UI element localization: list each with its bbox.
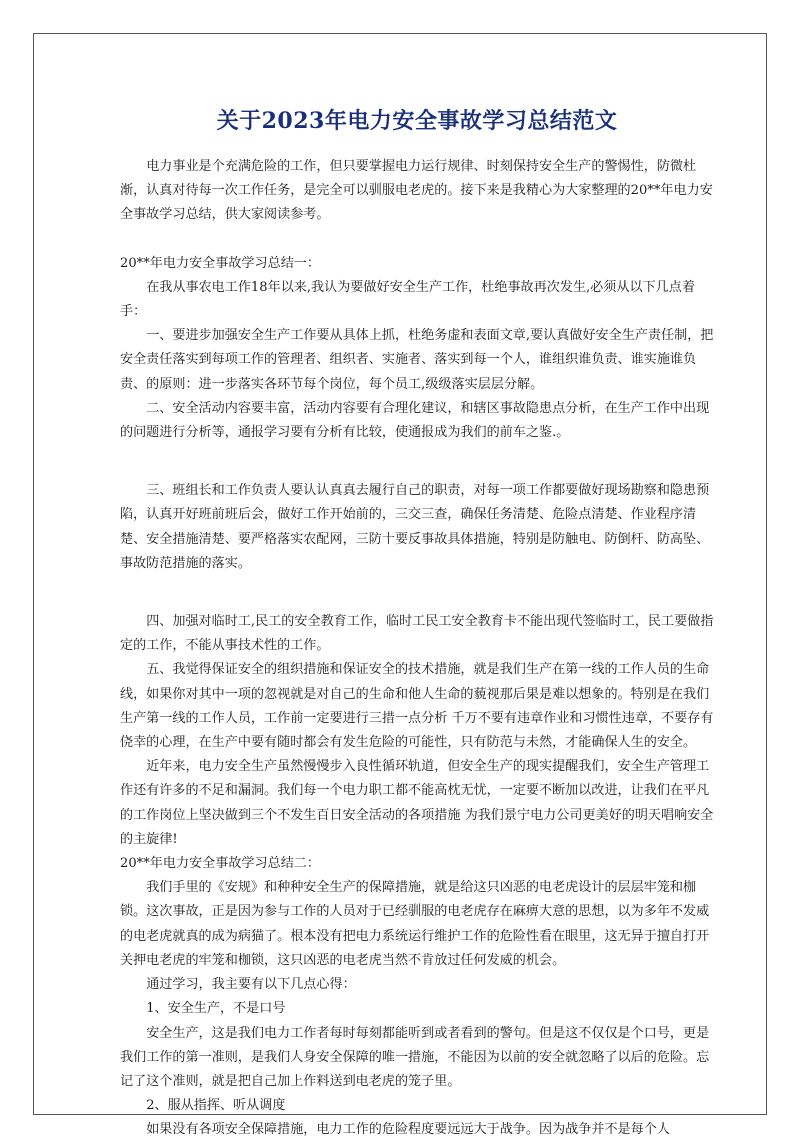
section-2-heading: 20**年电力安全事故学习总结二：: [120, 856, 320, 872]
intro-paragraph: 电力事业是个充满危险的工作，但只要掌握电力运行规律、时刻保持安全生产的警惕性，防微杜渐，认真对待每一次工作任务，是完全可以驯服电老虎的。接下来是我精心为大家整理的20**年电力安全事故学习总结，供大家阅读参考。: [120, 159, 713, 223]
blank-line: [120, 228, 714, 252]
document-page: [33, 33, 767, 1138]
document-body: [120, 155, 714, 1143]
paragraph: 五、我觉得保证安全的组织措施和保证安全的技术措施，就是我们生产在第一线的工作人员的生命线，如果你对其中一项的忽视就是对自己的生命和他人生命的藐视那后果是难以想象的。特别是在我们生产第一线的工作人员，工作前一定要进行三措一点分析 千万不要有违章作业和习惯性违章，不要存有侥幸的心理，在生产中要有随时都会有发生危险的可能性，只有防范与未然，才能确保人生的安全。: [120, 662, 714, 751]
paragraph: 安全生产，这是我们电力工作者每时每刻都能听到或者看到的警句。但是这不仅仅是个口号，更是我们工作的第一准则，是我们人身安全保障的唯一措施，不能因为以前的安全就忽略了以后的危险。忘记了这个准则，就是把自己加上作料送到电老虎的笼子里。: [120, 1025, 710, 1089]
paragraph: 在我从事农电工作18年以来,我认为要做好安全生产工作，杜绝事故再次发生,必须从以下几点着手：: [120, 279, 695, 320]
section-1-heading: 20**年电力安全事故学习总结一：: [120, 255, 320, 271]
document-title: 关于2023年电力安全事故学习总结范文: [216, 108, 618, 134]
paragraph: 四、加强对临时工,民工的安全教育工作，临时工民工安全教育卡不能出现代签临时工，民工要做指定的工作，不能从事技术性的工作。: [120, 614, 714, 654]
document-content: [120, 104, 714, 1143]
paragraph: 2、服从指挥、听从调度: [146, 1098, 286, 1114]
paragraph: 1、安全生产，不是口号: [146, 1001, 286, 1017]
paragraph: 我们手里的《安规》和种种安全生产的保障措施，就是给这只凶恶的电老虎设计的层层牢笼和枷锁。这次事故，正是因为参与工作的人员对于已经驯服的电老虎存在麻痹大意的思想，以为多年不发威的电老虎就真的成为病猫了。根本没有把电力系统运行维护工作的危险性看在眼里，这无异于擅自打开关押电老虎的牢笼和枷锁，这只凶恶的电老虎当然不肯放过任何发威的机会。: [120, 880, 710, 968]
paragraph: 二、安全活动内容要丰富，活动内容要有合理化建议，和辖区事故隐患点分析，在生产工作中出现的问题进行分析等，通报学习要有分析有比较，使通报成为我们的前车之鉴.。: [120, 400, 710, 441]
blank-line: [120, 576, 714, 610]
blank-line: [120, 445, 714, 479]
paragraph: 通过学习，我主要有以下几点心得：: [146, 977, 356, 993]
paragraph: 一、要进步加强安全生产工作要从具体上抓，杜绝务虚和表面文章,要认真做好安全生产责任制，把安全责任落实到每项工作的管理者、组织者、实施者、落实到每一个人，谁组织谁负责、谁实施谁负责、的原则：进一步落实各环节每个岗位，每个员工,级级落实层层分解。: [120, 328, 714, 392]
paragraph: 如果没有各项安全保障措施，电力工作的危险程度要远远大于战争。因为战争并不是每个人: [146, 1122, 670, 1138]
paragraph: 三、班组长和工作负责人要认认真真去履行自己的职责，对每一项工作都要做好现场勘察和隐患预陷，认真开好班前班后会，做好工作开始前的，三交三查，确保任务清楚、危险点清楚、作业程序清楚、安全措施清楚、要严格落实农配网，三防十要反事故具体措施，特别是防触电、防倒杆、防高坠、事故防范措施的落实。: [120, 483, 710, 571]
paragraph: 近年来，电力安全生产虽然慢慢步入良性循环轨道，但安全生产的现实提醒我们，安全生产管理工作还有许多的不足和漏洞。我们每一个电力职工都不能高枕无忧，一定要不断加以改进，让我们在平凡的工作岗位上坚决做到三个不发生百日安全活动的各项措施 为我们景宁电力公司更美好的明天唱响安全的主旋律!: [120, 759, 714, 847]
